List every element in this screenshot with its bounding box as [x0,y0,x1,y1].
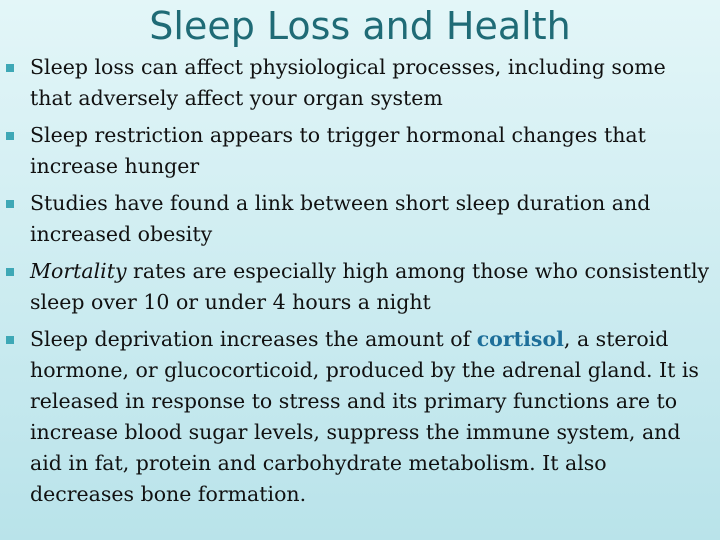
bullet-text: , a steroid hormone, or glucocorticoid, produced by the adrenal gland. It is released in response to stress and its primary functions are to increase blood sugar levels, suppress the immune system, and aid in fat, protein and carbohydrate metabolism. It also decreases bone formation. [30,327,699,506]
bullet-item [0,52,720,114]
square-bullet-icon [6,64,14,72]
square-bullet-icon [6,268,14,276]
square-bullet-icon [6,132,14,140]
bullet-item [0,188,720,250]
bullet-text: Sleep loss can affect physiological processes, including some that adversely affect your organ system [30,55,666,110]
bullet-item [0,256,720,318]
bullet-text: Studies have found a link between short sleep duration and increased obesity [30,191,651,246]
bullet-text: rates are especially high among those who consistently sleep over 10 or under 4 hours a night [30,259,710,314]
italic-term: Mortality [30,259,127,283]
square-bullet-icon [6,200,14,208]
bullet-list [0,52,720,516]
bullet-text: Sleep deprivation increases the amount of [30,327,477,351]
square-bullet-icon [6,336,14,344]
bullet-text: Sleep restriction appears to trigger hormonal changes that increase hunger [30,123,646,178]
slide-title: Sleep Loss and Health [149,4,571,48]
bullet-item [0,120,720,182]
highlighted-term: cortisol [476,327,564,351]
bullet-item [0,324,720,510]
